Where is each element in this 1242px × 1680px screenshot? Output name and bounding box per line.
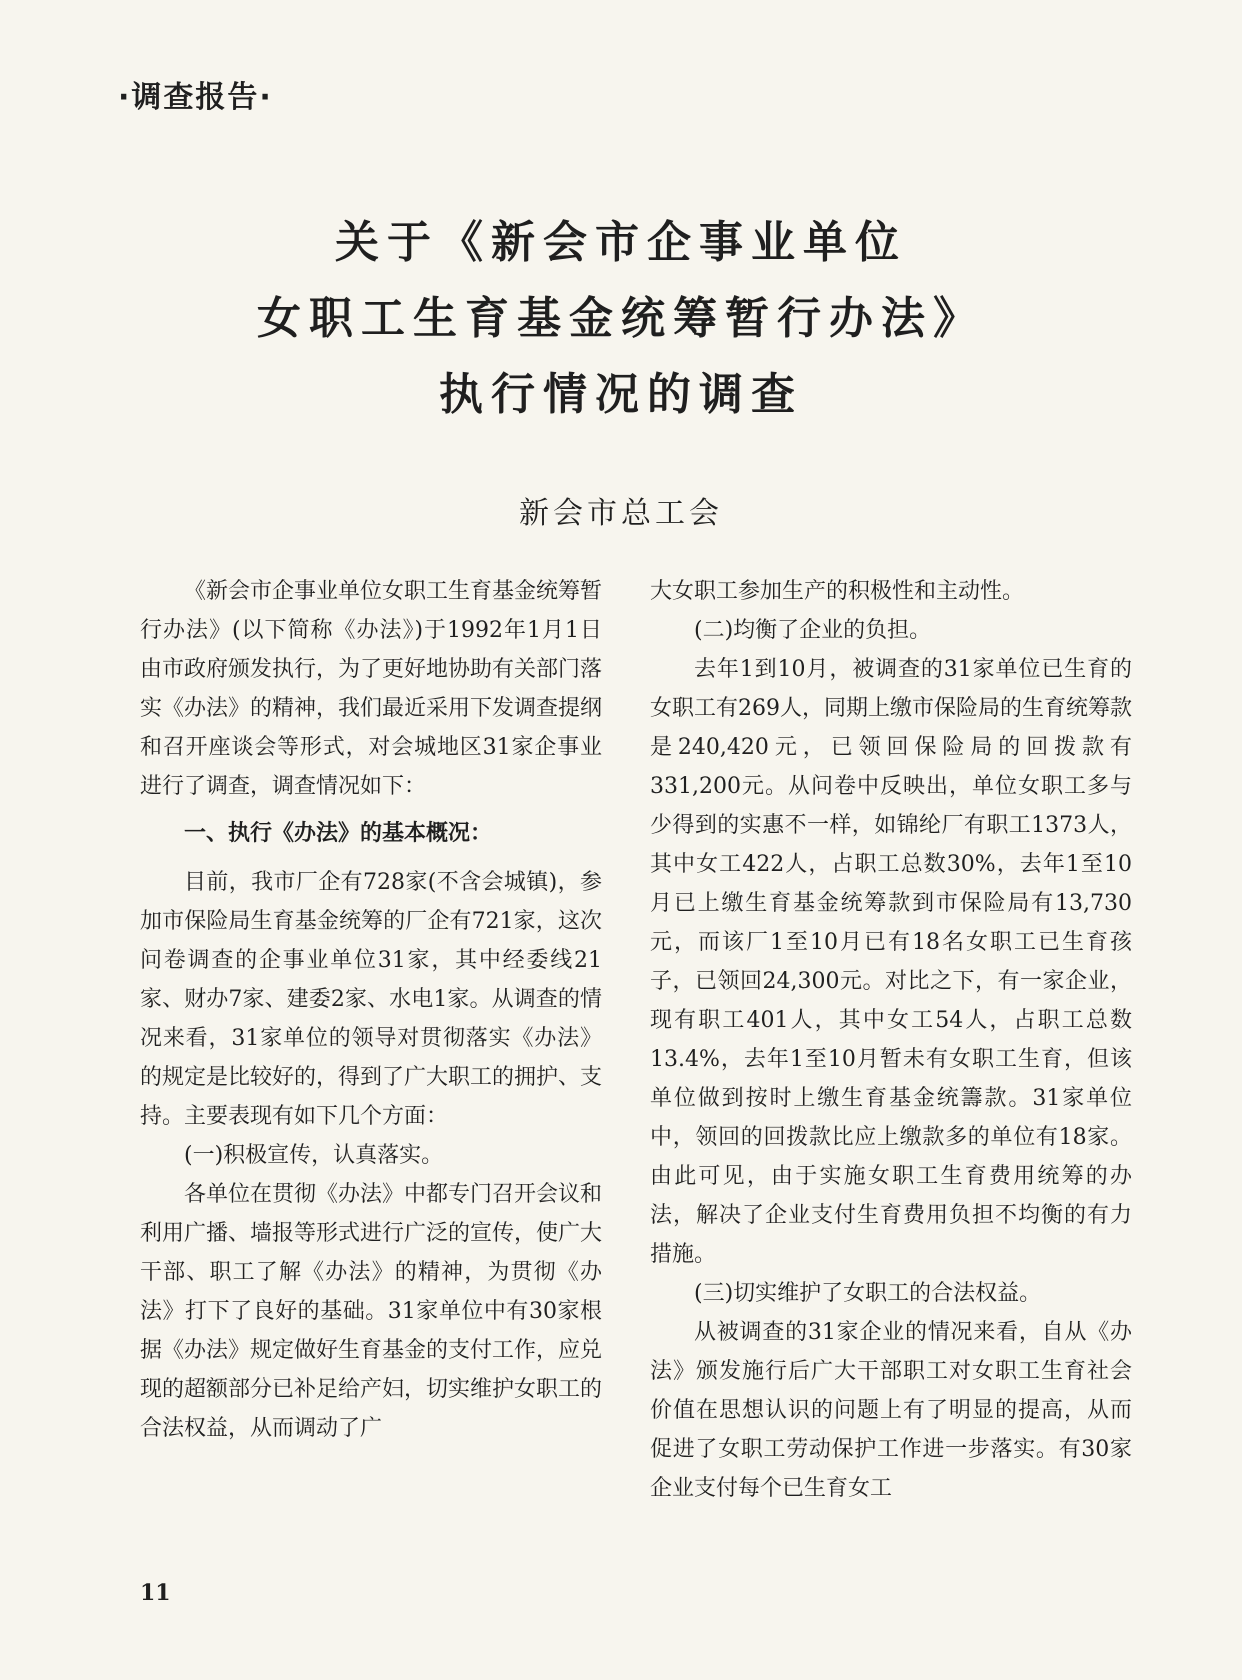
intro-paragraph: 《新会市企事业单位女职工生育基金统筹暂行办法》(以下简称《办法》)于1992年1月1日由市政府颁发执行，为了更好地协助有关部门落实《办法》的精神，我们最近采用下发调查提纲和召开座谈会等形式，对会城地区31家企事业进行了调查，调查情况如下：	[140, 579, 603, 799]
paragraph-publicity: 各单位在贯彻《办法》中都专门召开会议和利用广播、墙报等形式进行广泛的宣传，使广大干部、职工了解《办法》的精神，为贯彻《办法》打下了良好的基础。31家单位中有30家根据《办法》规定做好生育基金的支付工作，应兑现的超额部分已补足给产妇，切实维护女职工的合法权益，从而调动了广	[140, 1182, 603, 1441]
subheading-2: (二)均衡了企业的负担。	[694, 618, 932, 643]
left-column	[140, 572, 602, 1448]
page-number: 11	[140, 1580, 171, 1606]
right-column	[650, 572, 1132, 1508]
article-title	[0, 205, 1242, 433]
paragraph-burden: 去年1到10月，被调查的31家单位已生育的女职工有269人，同期上缴市保险局的生育统筹款是240,420元，已领回保险局的回拨款有331,200元。从问卷中反映出，单位女职工多与少得到的实惠不一样，如锦纶厂有职工1373人，其中女工422人，占职工总数30%，去年1至10月已上缴生育基金统筹款到市保险局有13,730元，而该厂1至10月已有18名女职工已生育孩子，已领回24,300元。对比之下，有一家企业，现有职工401人，其中女工54人，占职工总数13.4%，去年1至10月暂未有女职工生育，但该单位做到按时上缴生育基金统籌款。31家单位中，领回的回拨款比应上缴款多的单位有18家。由此可见，由于实施女职工生育费用统筹的办法，解决了企业支付生育费用负担不均衡的有力措施。	[650, 657, 1132, 1267]
paragraph-continued: 大女职工参加生产的积极性和主动性。	[650, 579, 1025, 604]
title-line-2: 女职工生育基金统筹暂行办法》	[257, 293, 985, 344]
paragraph-rights: 从被调查的31家企业的情况来看，自从《办法》颁发施行后广大干部职工对女职工生育社会价值在思想认识的问题上有了明显的提高，从而促进了女职工劳动保护工作进一步落实。有30家企业支付每个已生育女工	[650, 1320, 1132, 1501]
subheading-1: (一)积极宣传，认真落实。	[184, 1143, 444, 1168]
title-line-3: 执行情况的调查	[439, 369, 803, 420]
author: 新会市总工会	[519, 496, 723, 531]
paragraph-overview: 目前，我市厂企有728家(不含会城镇)，参加市保险局生育基金统筹的厂企有721家，这次问卷调查的企事业单位31家，其中经委线21家、财办7家、建委2家、水电1家。从调查的情况来看，31家单位的领导对贯彻落实《办法》的规定是比较好的，得到了广大职工的拥护、支持。主要表现有如下几个方面：	[140, 870, 603, 1129]
title-line-1: 关于《新会市企事业单位	[335, 217, 907, 268]
subheading-3: (三)切实维护了女职工的合法权益。	[694, 1281, 1042, 1306]
section-tag: ·调查报告·	[118, 80, 273, 115]
section-heading-1: 一、执行《办法》的基本概况：	[184, 820, 493, 846]
